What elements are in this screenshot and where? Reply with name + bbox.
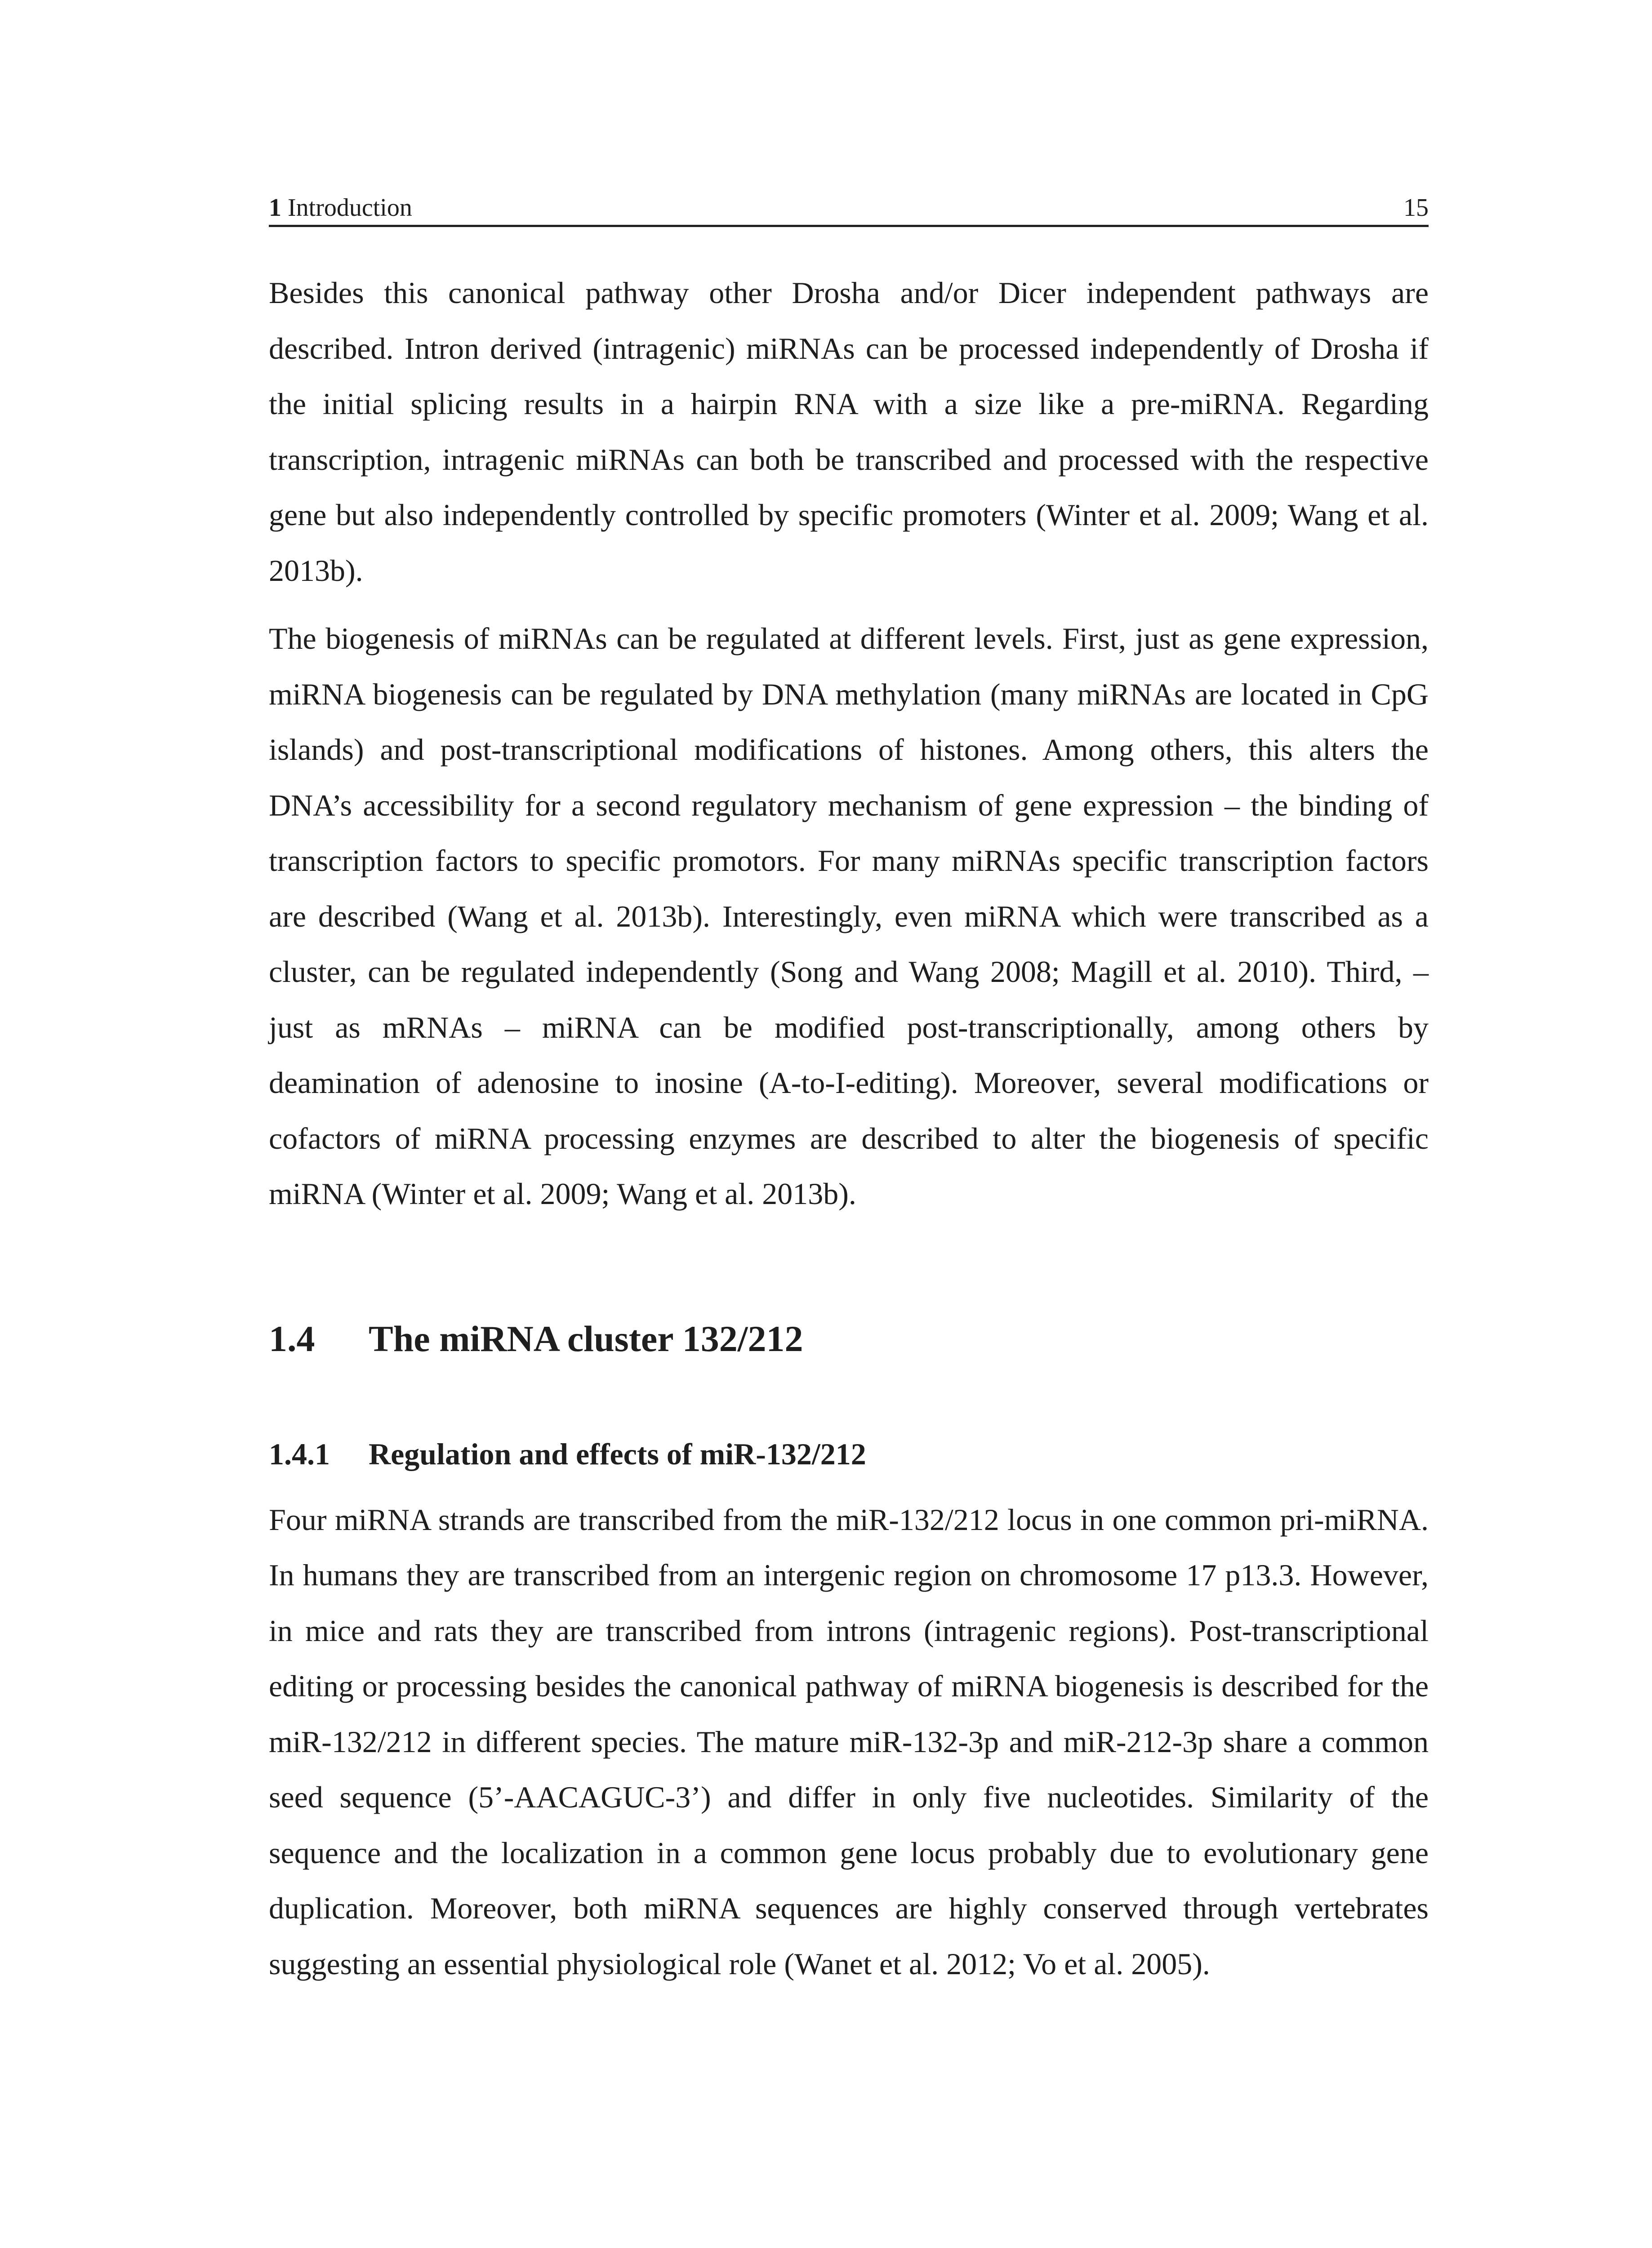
page-number: 15 [1403,194,1429,222]
subsection-number: 1.4.1 [269,1436,330,1471]
chapter-number: 1 [269,194,281,222]
running-header [269,191,1429,227]
subsection-title: Regulation and effects of miR-132/212 [369,1436,866,1471]
paragraph-biogenesis-regulation: The biogenesis of miRNAs can be regulated at different levels. First, just as gene expression, miRNA biogenesis can be regulated by DNA methylation (many miRNAs are located in CpG islands) and post-transcriptional modifications of histones. Among others, this alters the DNA’s accessibility for a second regulatory mechanism of gene expression – the binding of transcription factors to specific promotors. For many miRNAs specific transcription factors are described (Wang et al. 2013b). Interestingly, even miRNA which were transcribed as a cluster, can be regulated independently (Song and Wang 2008; Magill et al. 2010). Third, – just as mRNAs – miRNA can be modified post-transcriptionally, among others by deamination of adenosine to inosine (A-to-I-editing). Moreover, several modifications or cofactors of miRNA processing enzymes are described to alter the biogenesis of specific miRNA (Winter et al. 2009; Wang et al. 2013b). [269,621,1429,1211]
section-number: 1.4 [269,1318,315,1359]
section-heading-1-4 [269,1314,1429,1364]
paragraph-alternative-pathways: Besides this canonical pathway other Drosha and/or Dicer independent pathways are described. Intron derived (intragenic) miRNAs can be processed independently of Drosha if the initial splicing results in a hairpin RNA with a size like a pre-miRNA. Regarding transcription, intragenic miRNAs can both be transcribed and processed with the respective gene but also independently controlled by specific promoters (Winter et al. 2009; Wang et al. 2013b). [269,276,1429,588]
paragraph-mir132-212-locus: Four miRNA strands are transcribed from the miR-132/212 locus in one common pri-miRNA. In humans they are transcribed from an intergenic region on chromosome 17 p13.3. However, in mice and rats they are transcribed from introns (intragenic regions). Post-transcriptional editing or processing besides the canonical pathway of miRNA biogenesis is described for the miR-132/212 in different species. The mature miR-132-3p and miR-212-3p share a common seed sequence (5’-AACAGUC-3’) and differ in only five nucleotides. Similarity of the sequence and the localization in a common gene locus probably due to evolutionary gene duplication. Moreover, both miRNA sequences are highly conserved through vertebrates suggesting an essential physiological role (Wanet et al. 2012; Vo et al. 2005). [269,1502,1429,1981]
body-text [269,265,1429,1992]
chapter-title: Introduction [288,194,412,222]
subsection-heading-1-4-1 [269,1429,1429,1479]
chapter-label [269,191,412,225]
section-title: The miRNA cluster 132/212 [369,1318,803,1359]
